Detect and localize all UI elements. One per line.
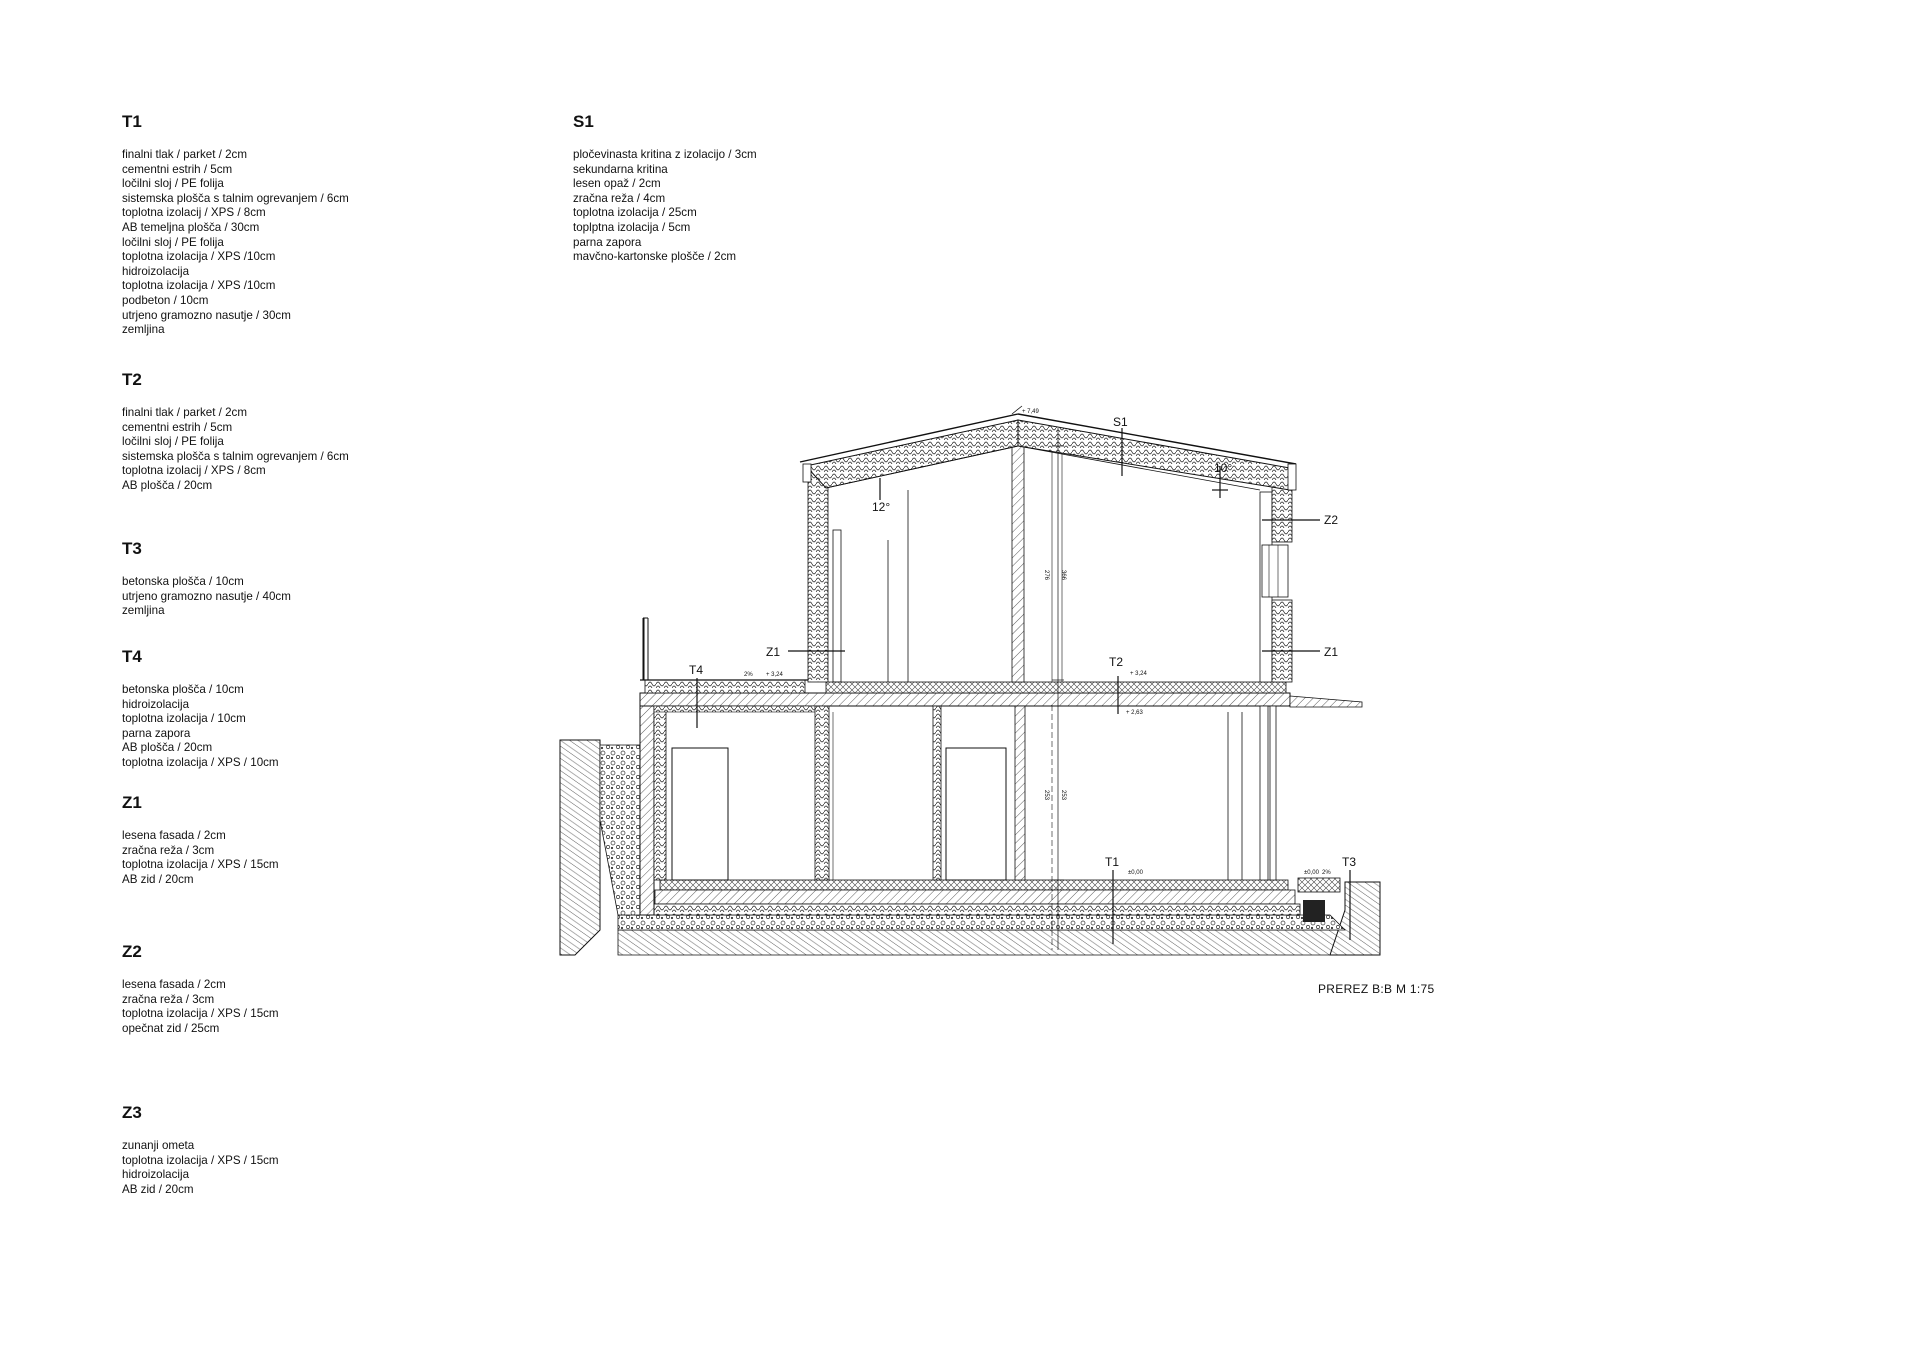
layer-item: AB zid / 20cm bbox=[122, 872, 194, 886]
layer-item: cementni estrih / 5cm bbox=[122, 420, 233, 434]
label-t3: T3 bbox=[1342, 855, 1357, 869]
label-z1-right: Z1 bbox=[1324, 645, 1339, 659]
legend-title: T4 bbox=[122, 647, 142, 666]
layer-item: lesena fasada / 2cm bbox=[122, 829, 226, 842]
legend-title: Z3 bbox=[122, 1103, 142, 1122]
layer-item: zračna reža / 3cm bbox=[122, 843, 215, 857]
layer-item: ločilni sloj / PE folija bbox=[122, 235, 224, 249]
earth-left bbox=[560, 740, 600, 955]
layer-item: opečnat zid / 25cm bbox=[122, 1021, 220, 1035]
angle-right: 10° bbox=[1214, 461, 1233, 475]
t3-terrace-slab bbox=[1298, 878, 1340, 892]
intermediate-slab bbox=[640, 618, 1362, 712]
layer-item: ločilni sloj / PE folija bbox=[122, 177, 224, 191]
ground-floor-walls bbox=[672, 706, 1276, 880]
layer-item: toplotna izolacija / 25cm bbox=[573, 206, 697, 220]
earth-right bbox=[1330, 882, 1380, 955]
layer-item: lesen opaž / 2cm bbox=[573, 177, 661, 191]
layer-item: toplotna izolacij / XPS / 8cm bbox=[122, 206, 266, 220]
balcony-cantilever bbox=[1290, 696, 1362, 707]
level-t3: ±0,00 bbox=[1304, 870, 1319, 876]
layer-item: zračna reža / 3cm bbox=[122, 992, 215, 1006]
layer-item: toplotna izolacija / 10cm bbox=[122, 712, 246, 726]
slope-t3: 2% bbox=[1322, 870, 1331, 876]
height-upper-1: 276 bbox=[1043, 570, 1049, 581]
layer-item: zemljina bbox=[122, 604, 165, 618]
layer-item: ločilni sloj / PE folija bbox=[122, 435, 224, 449]
legend-title: S1 bbox=[573, 112, 594, 131]
layer-item: utrjeno gramozno nasutje / 30cm bbox=[122, 308, 291, 322]
layer-item: hidroizolacija bbox=[122, 697, 190, 711]
layer-item: AB temeljna plošča / 30cm bbox=[122, 220, 260, 234]
legend-title: T3 bbox=[122, 539, 142, 558]
layer-item: finalni tlak / parket / 2cm bbox=[122, 148, 248, 161]
layer-item: mavčno-kartonske plošče / 2cm bbox=[573, 250, 737, 264]
level-t2: + 3,24 bbox=[1130, 671, 1147, 677]
label-t1: T1 bbox=[1105, 855, 1120, 869]
upper-window bbox=[1262, 545, 1288, 597]
layer-item: finalni tlak / parket / 2cm bbox=[122, 406, 248, 419]
layer-item: sistemska plošča s talnim ogrevanjem / 6cm bbox=[122, 191, 349, 205]
level-top: + 7,49 bbox=[1022, 409, 1039, 415]
layer-item: lesena fasada / 2cm bbox=[122, 978, 226, 991]
layer-item: toplotna izolacij / XPS / 8cm bbox=[122, 464, 266, 478]
layer-item: AB plošča / 20cm bbox=[122, 478, 213, 492]
height-lower-2: 253 bbox=[1060, 790, 1066, 801]
legend-title: T2 bbox=[122, 370, 142, 389]
gravel-retaining-fill bbox=[600, 745, 640, 915]
layer-item: AB zid / 20cm bbox=[122, 1182, 194, 1196]
layer-item: hidroizolacija bbox=[122, 1168, 190, 1182]
drawing-caption: PREREZ B:B M 1:75 bbox=[1318, 982, 1435, 996]
layer-item: toplotna izolacija / XPS / 15cm bbox=[122, 1007, 279, 1021]
drainage-pipe bbox=[1303, 900, 1325, 922]
layer-item: sistemska plošča s talnim ogrevanjem / 6cm bbox=[122, 449, 349, 463]
level-t2-under: + 2,63 bbox=[1126, 710, 1143, 716]
legend-title: Z1 bbox=[122, 793, 142, 812]
layer-item: toplotna izolacija / XPS / 15cm bbox=[122, 858, 279, 872]
label-z2: Z2 bbox=[1324, 513, 1339, 527]
layer-item: parna zapora bbox=[573, 235, 642, 249]
layer-item: parna zapora bbox=[122, 726, 191, 740]
layer-item: toplptna izolacija / 5cm bbox=[573, 220, 691, 234]
layer-item: utrjeno gramozno nasutje / 40cm bbox=[122, 589, 291, 603]
label-t2: T2 bbox=[1109, 655, 1124, 669]
label-z1-left: Z1 bbox=[766, 645, 781, 659]
layer-item: toplotna izolacija / XPS / 10cm bbox=[122, 755, 279, 769]
layer-item: sekundarna kritina bbox=[573, 162, 668, 176]
layer-item: zunanji ometa bbox=[122, 1139, 195, 1152]
layer-item: zemljina bbox=[122, 323, 165, 337]
angle-left: 12° bbox=[872, 500, 891, 514]
layer-item: podbeton / 10cm bbox=[122, 293, 209, 307]
gravel-base bbox=[618, 915, 1345, 930]
door-right bbox=[946, 748, 1006, 880]
layer-item: toplotna izolacija / XPS /10cm bbox=[122, 250, 276, 264]
slope-t4: 2% bbox=[744, 672, 753, 678]
layer-item: toplotna izolacija / XPS /10cm bbox=[122, 279, 276, 293]
earth-base bbox=[618, 930, 1380, 955]
layer-item: zračna reža / 4cm bbox=[573, 191, 666, 205]
door-left bbox=[672, 748, 728, 880]
legend-title: T1 bbox=[122, 112, 142, 131]
ground-floor-slab bbox=[650, 880, 1300, 915]
height-upper-2: 366 bbox=[1060, 570, 1066, 581]
layer-item: hidroizolacija bbox=[122, 264, 190, 278]
label-t4: T4 bbox=[689, 663, 704, 677]
layer-item: toplotna izolacija / XPS / 15cm bbox=[122, 1153, 279, 1167]
roof-s1 bbox=[800, 414, 1296, 490]
layer-item: AB plošča / 20cm bbox=[122, 741, 213, 755]
ground bbox=[560, 740, 1380, 955]
level-t1: ±0,00 bbox=[1128, 870, 1143, 876]
level-t4: + 3,24 bbox=[766, 672, 783, 678]
layer-item: betonska plošča / 10cm bbox=[122, 683, 244, 696]
label-s1: S1 bbox=[1113, 415, 1128, 429]
layer-item: cementni estrih / 5cm bbox=[122, 162, 233, 176]
legend-title: Z2 bbox=[122, 942, 142, 961]
height-lower-1: 253 bbox=[1043, 790, 1049, 801]
layer-item: pločevinasta kritina z izolacijo / 3cm bbox=[573, 148, 757, 161]
layer-item: betonska plošča / 10cm bbox=[122, 575, 244, 588]
